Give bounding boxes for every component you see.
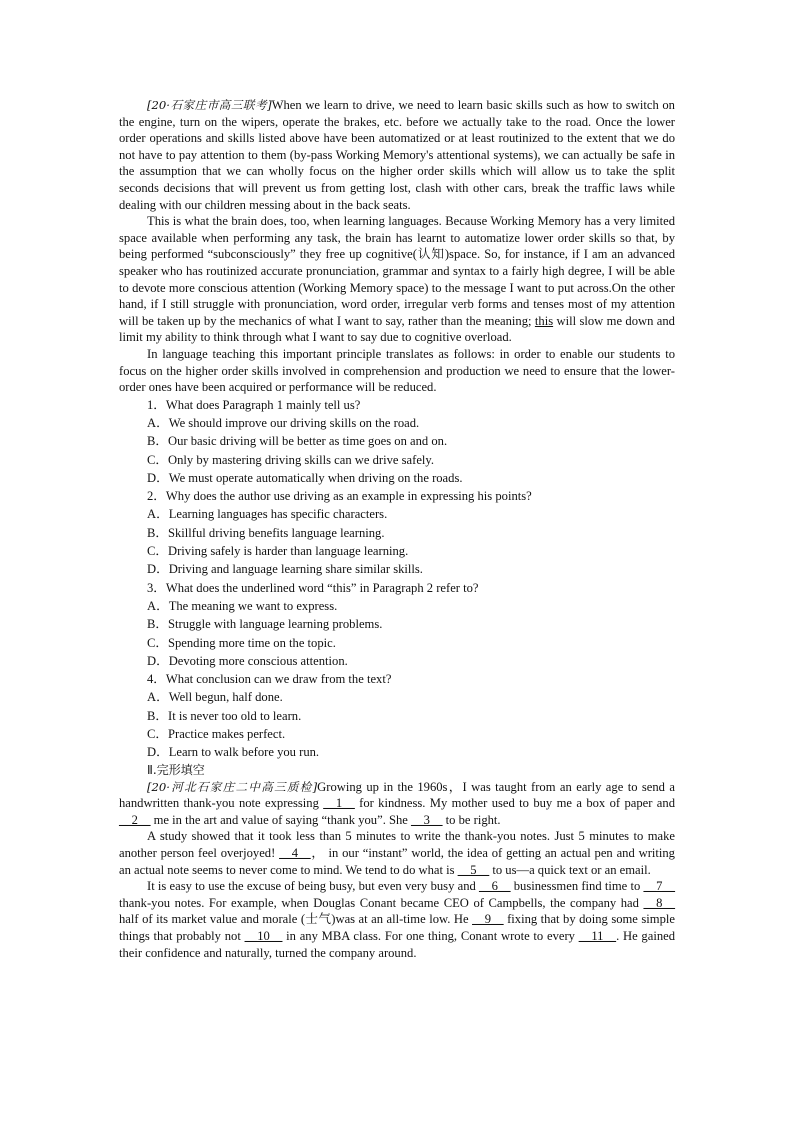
reading-paragraph-3: In language teaching this important principle translates as follows: in order to enable our students to focus on the higher order skills involved in comprehension and production we need to ensure that the lower-order ones have been acquired or performance will be reduced.	[119, 346, 675, 395]
question-stem: 1．What does Paragraph 1 mainly tell us?	[147, 397, 361, 412]
paragraph-text: A study showed that it took less than 5 minutes to write the thank-you notes. Just 5 minutes to make another person feel overjoyed!	[119, 829, 675, 860]
question-4	[119, 670, 675, 761]
document-content	[119, 97, 675, 961]
question-2	[119, 487, 675, 578]
option-a: A．We should improve our driving skills on the road.	[147, 415, 420, 430]
option-c: C．Driving safely is harder than language learning.	[147, 544, 409, 559]
question-stem: 3．What does the underlined word “this” in Paragraph 2 refer to?	[147, 580, 479, 595]
source-tag: [20·石家庄市高三联考]	[147, 98, 272, 112]
option-a: A．Well begun, half done.	[147, 690, 283, 705]
option-b: B．Our basic driving will be better as time goes on and on.	[147, 434, 448, 449]
option-c: C．Only by mastering driving skills can we drive safely.	[147, 452, 435, 467]
cloze-paragraph-2	[119, 828, 675, 878]
question-stem: 4．What conclusion can we draw from the text?	[147, 672, 392, 687]
reading-paragraph-1	[119, 97, 675, 213]
cloze-paragraph-3	[119, 878, 675, 961]
source-tag: [20·河北石家庄二中高三质检]	[147, 779, 318, 794]
paragraph-text: for kindness. My mother used to buy me a box of paper and	[354, 796, 675, 811]
question-1	[119, 396, 675, 487]
paragraph-text: half of its market value and morale (士气)was at an all-time low. He	[119, 912, 473, 927]
option-a: A．Learning languages has specific characters.	[147, 507, 388, 522]
cloze-blank-3: __3__	[411, 812, 443, 827]
paragraph-text: in any MBA class. For one thing, Conant wrote to every	[282, 928, 579, 943]
paragraph-text: When we learn to drive, we need to learn basic skills such as how to switch on the engine, turn on the wipers, operate the brakes, etc. before we actually take to the road. Once the lower order operations and skills listed above have been automatized or at least routinized to the extent that we do not have to pay attention to them (by-pass Working Memory's attentional systems), we can actually be safe in the assumption that we can wholly focus on the higher order skills which will allow us to take the split seconds decisions that will prevent us from getting lost, clash with other cars, break the traffic laws while dealing with our children messing about in the back seats.	[119, 98, 675, 212]
option-b: B．Skillful driving benefits language learning.	[147, 525, 385, 540]
option-c: C．Practice makes perfect.	[147, 727, 286, 742]
cloze-blank-4: __4__	[279, 846, 311, 860]
cloze-blank-10: __10__	[244, 928, 283, 943]
option-d: D．We must operate automatically when driving on the roads.	[147, 470, 463, 485]
paragraph-text: to us—a quick text or an email.	[489, 862, 651, 877]
cloze-paragraph-1	[119, 779, 675, 829]
cloze-blank-8: __8__	[643, 895, 675, 910]
question-3	[119, 579, 675, 670]
option-b: B．It is never too old to learn.	[147, 708, 302, 723]
paragraph-text: me in the art and value of saying “thank you”. She	[150, 812, 412, 827]
paragraph-text: will slow me down and limit my ability to think through what I want to say due to cognitive overload.	[119, 313, 675, 345]
paragraph-text: It is easy to use the excuse of being busy, but even very busy and	[147, 879, 480, 894]
paragraph-text: . He gained their confidence and naturally, turned the company around.	[119, 928, 675, 960]
paragraph-text: This is what the brain does, too, when learning languages. Because Working Memory has a very limited space available when performing any task, the brain has learnt to automatize lower order skills so that, by being performed “subconsciously” they free up cognitive(认知)space. So, for instance, if I am an advanced speaker who has routinized accurate pronunciation, grammar and syntax to a fairly high degree, I will be able to devote more conscious attention (Working Memory space) to the message I want to put across.On the other hand, if I still struggle with pronunciation, word order, irregular verb forms and tenses most of my attention will be taken up by the mechanics of what I want to say, rather than the meaning;	[119, 214, 675, 328]
option-d: D．Learn to walk before you run.	[147, 745, 320, 760]
option-b: B．Struggle with language learning problems.	[147, 617, 383, 632]
paragraph-text: ， in our “instant” world, the idea of getting an actual pen and writing an actual note seems to never come to mind. We tend to do what is	[119, 846, 675, 877]
option-d: D．Devoting more conscious attention.	[147, 653, 348, 668]
reading-paragraph-2	[119, 213, 675, 346]
underlined-word: this	[534, 313, 554, 328]
paragraph-text: fixing that by doing some simple things that probably not	[119, 912, 675, 943]
section-heading-cloze: Ⅱ.完形填空	[147, 762, 205, 777]
cloze-blank-11: __11__	[578, 928, 617, 943]
cloze-blank-6: __6__	[479, 879, 511, 894]
option-c: C．Spending more time on the topic.	[147, 635, 336, 650]
paragraph-text: thank-you notes. For example, when Douglas Conant became CEO of Campbells, the company had	[119, 895, 644, 910]
option-a: A．The meaning we want to express.	[147, 598, 338, 613]
cloze-blank-5: __5__	[457, 862, 490, 877]
cloze-blank-9: __9__	[472, 912, 504, 927]
paragraph-text: businessmen find time to	[510, 879, 644, 894]
cloze-blank-1: __1__	[323, 796, 355, 811]
cloze-blank-7: __7__	[643, 879, 675, 894]
paragraph-text: Growing up in the 1960s，I was taught from an early age to send a handwritten thank-you note expressing	[119, 779, 675, 811]
cloze-blank-2: __2__	[119, 812, 151, 827]
question-stem: 2．Why does the author use driving as an example in expressing his points?	[147, 489, 532, 504]
paragraph-text: to be right.	[442, 812, 501, 827]
option-d: D．Driving and language learning share similar skills.	[147, 562, 423, 577]
